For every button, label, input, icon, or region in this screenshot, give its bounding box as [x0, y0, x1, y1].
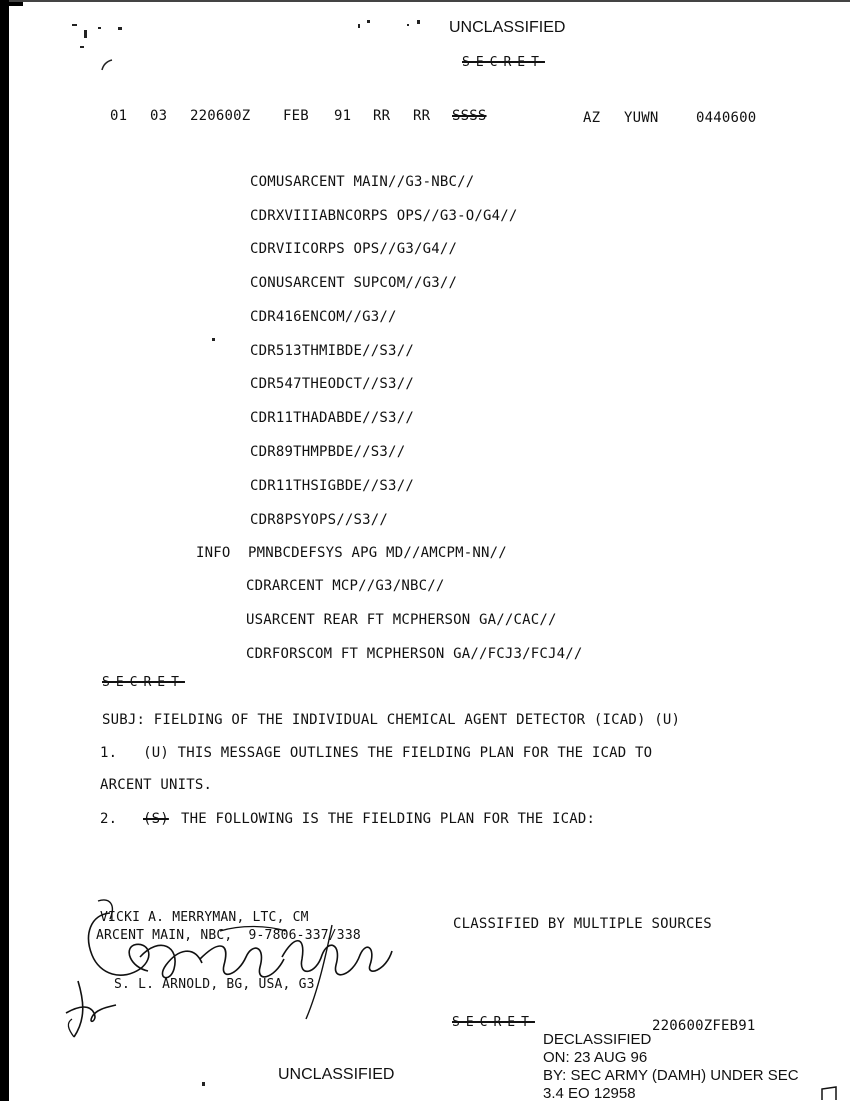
paragraph-2: THE FOLLOWING IS THE FIELDING PLAN FOR THE ICAD: — [181, 811, 596, 827]
scan-speck — [98, 27, 101, 29]
to-addressee: CDR11THSIGBDE//S3// — [250, 478, 414, 494]
header-sequence: 0440600 — [696, 110, 757, 126]
to-addressee: CDRXVIIIABNCORPS OPS//G3-O/G4// — [250, 208, 518, 224]
info-addressee: USARCENT REAR FT MCPHERSON GA//CAC// — [246, 612, 557, 628]
header-field: 01 — [110, 108, 128, 124]
to-addressee: CDR513THMIBDE//S3// — [250, 343, 414, 359]
scan-speck — [72, 24, 77, 26]
paragraph-2-struck-marking: (S) — [143, 811, 169, 827]
subject-line: SUBJ: FIELDING OF THE INDIVIDUAL CHEMICAL AGENT DETECTOR (ICAD) (U) — [102, 712, 681, 728]
scan-speck — [202, 1082, 205, 1086]
scan-speck — [367, 20, 370, 23]
handwritten-initials — [64, 975, 134, 1045]
to-addressee: COMUSARCENT MAIN//G3-NBC// — [250, 174, 475, 190]
header-precedence: RR — [413, 108, 431, 124]
scan-speck — [407, 24, 409, 26]
paragraph-1-cont: ARCENT UNITS. — [100, 777, 213, 793]
footer-dtg: 220600ZFEB91 — [652, 1018, 756, 1034]
info-addressee: CDRARCENT MCP//G3/NBC// — [246, 578, 445, 594]
secret-mark-bottom: SECRET — [452, 1015, 535, 1030]
header-precedence: RR — [373, 108, 391, 124]
scan-speck — [118, 27, 122, 30]
stamp-bracket-mark — [820, 1086, 840, 1101]
scan-speck — [417, 20, 420, 24]
scan-mark — [100, 58, 116, 74]
header-dtg: 220600Z — [190, 108, 251, 124]
classified-by: CLASSIFIED BY MULTIPLE SOURCES — [453, 916, 712, 932]
to-addressee: CDR547THEODCT//S3// — [250, 376, 414, 392]
declassified-stamp-title: DECLASSIFIED — [543, 1031, 652, 1048]
header-field: 03 — [150, 108, 168, 124]
header-routing: YUWN — [624, 110, 659, 126]
to-addressee: CDRVIICORPS OPS//G3/G4// — [250, 241, 458, 257]
header-routing: AZ — [583, 110, 601, 126]
header-struck-code: SSSS — [452, 108, 487, 124]
scan-top-rule — [9, 0, 850, 2]
releaser-line: S. L. ARNOLD, BG, USA, G3 — [114, 977, 315, 992]
secret-mark-top: SECRET — [462, 55, 545, 70]
info-addressee: CDRFORSCOM FT MCPHERSON GA//FCJ3/FCJ4// — [246, 646, 583, 662]
declassified-stamp-authority: BY: SEC ARMY (DAMH) UNDER SEC — [543, 1067, 799, 1084]
scan-speck — [84, 30, 87, 38]
scan-speck — [80, 46, 84, 48]
to-addressee: CDR416ENCOM//G3// — [250, 309, 397, 325]
declassified-stamp-eo: 3.4 EO 12958 — [543, 1085, 636, 1102]
classification-top: UNCLASSIFIED — [449, 19, 566, 36]
scan-speck — [358, 24, 360, 28]
secret-mark-mid: SECRET — [102, 675, 185, 690]
drafter-line: VICKI A. MERRYMAN, LTC, CM — [100, 910, 309, 925]
info-label: INFO — [196, 545, 231, 561]
scan-speck — [212, 338, 215, 341]
to-addressee: CDR11THADABDE//S3// — [250, 410, 414, 426]
to-addressee: CDR89THMPBDE//S3// — [250, 444, 406, 460]
header-year: 91 — [334, 108, 352, 124]
header-month: FEB — [283, 108, 309, 124]
classification-bottom: UNCLASSIFIED — [278, 1066, 395, 1083]
paragraph-2-number: 2. — [100, 811, 118, 827]
drafter-office-line: ARCENT MAIN, NBC, 9-7806-337/338 — [96, 928, 361, 943]
to-addressee: CONUSARCENT SUPCOM//G3// — [250, 275, 458, 291]
scan-edge-bar — [0, 0, 9, 1101]
to-addressee: CDR8PSYOPS//S3// — [250, 512, 389, 528]
paragraph-1: 1. (U) THIS MESSAGE OUTLINES THE FIELDING PLAN FOR THE ICAD TO — [100, 745, 653, 761]
declassified-stamp-date: ON: 23 AUG 96 — [543, 1049, 648, 1066]
info-addressee: PMNBCDEFSYS APG MD//AMCPM-NN// — [248, 545, 507, 561]
